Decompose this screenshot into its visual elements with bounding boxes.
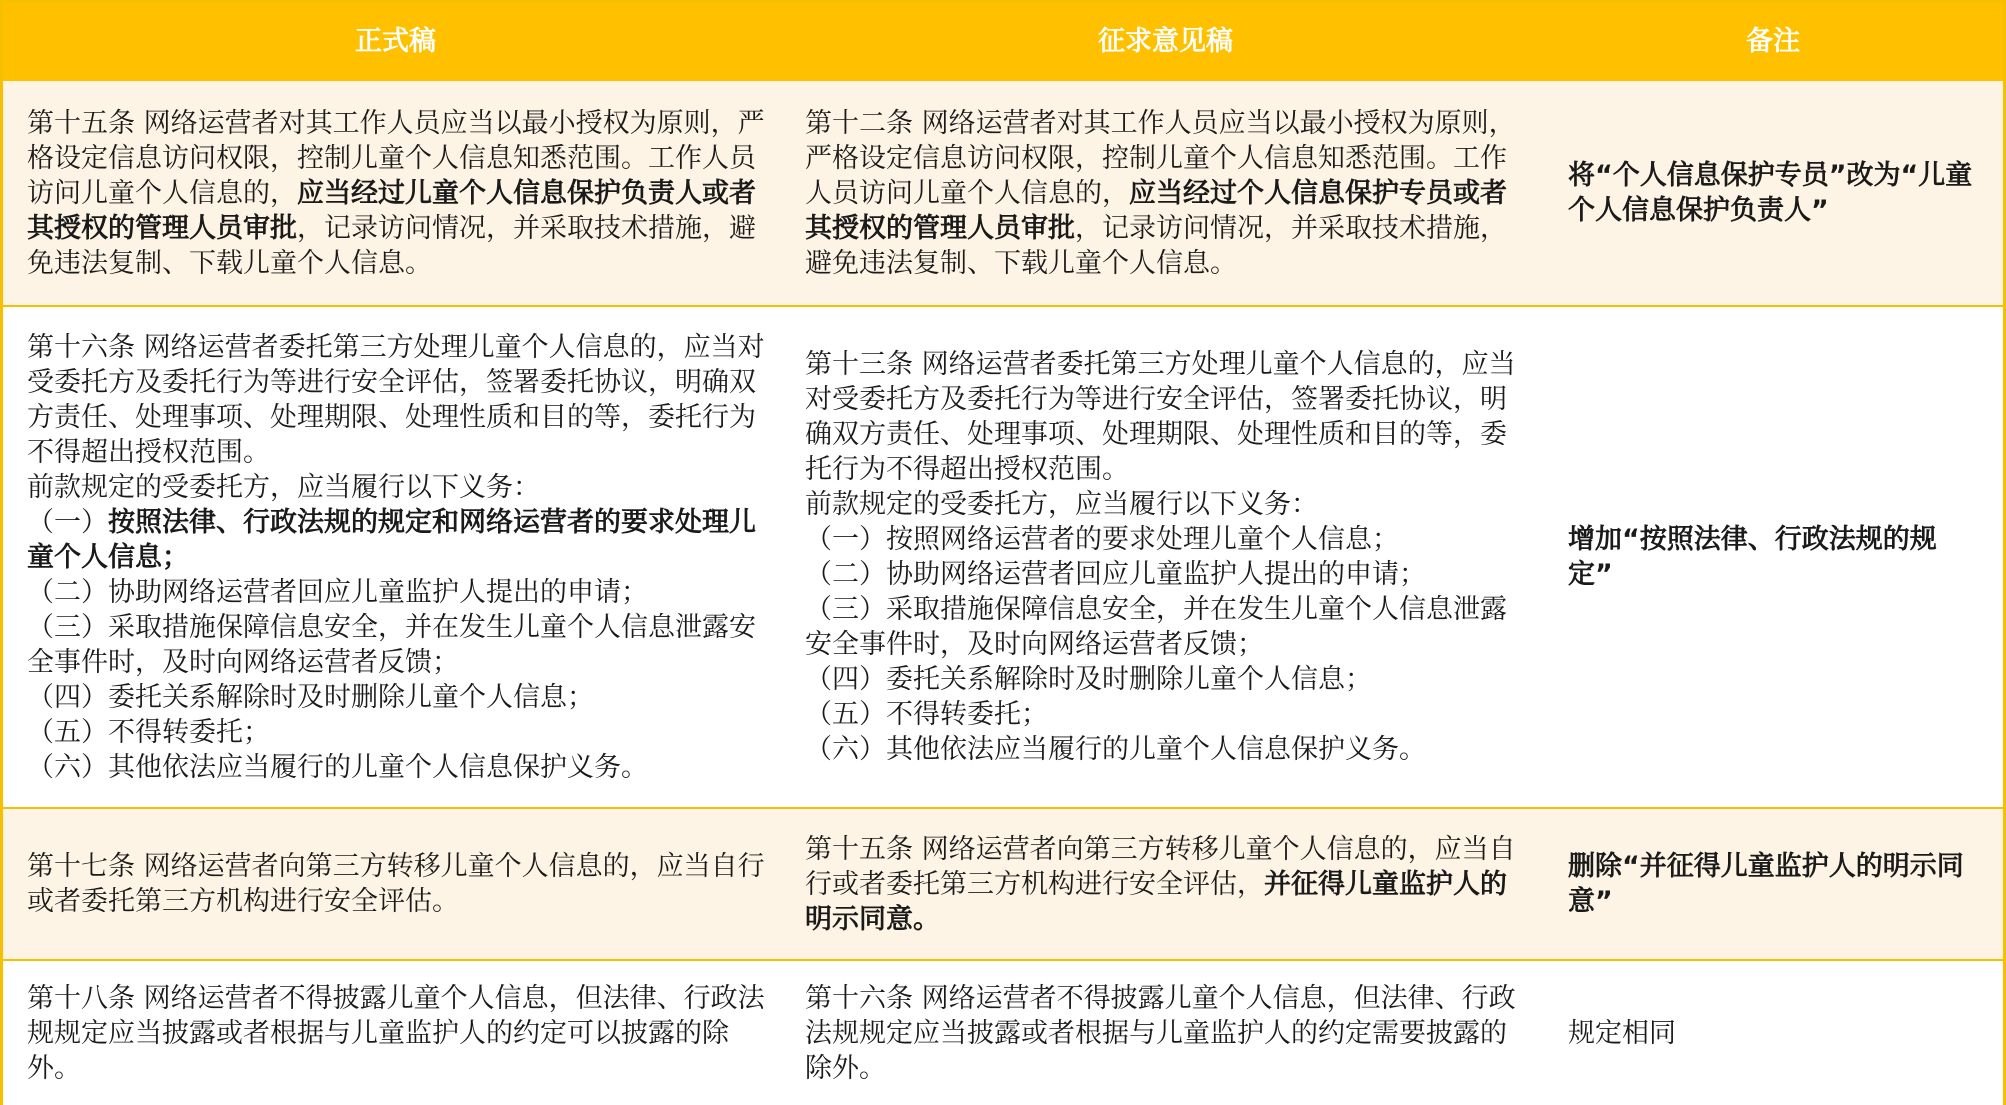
note-cell	[1568, 961, 1973, 1105]
official-text: （一）按照法律、行政法规的规定和网络运营者的要求处理儿童个人信息；	[27, 506, 756, 573]
official-text: （六）其他依法应当履行的儿童个人信息保护义务。	[27, 751, 648, 783]
header-note: 备注	[1746, 26, 1800, 57]
draft-text: （六）其他依法应当履行的儿童个人信息保护义务。	[805, 734, 1426, 765]
note-text: 删除“并征得儿童监护人的明示同意”	[1568, 851, 1964, 917]
header-draft: 征求意见稿	[1098, 26, 1233, 57]
official-cell	[27, 809, 767, 959]
draft-cell	[805, 307, 1517, 807]
note-cell	[1568, 307, 1973, 807]
official-text: 前款规定的受委托方，应当履行以下义务：	[27, 471, 540, 503]
draft-cell	[805, 961, 1517, 1105]
table-row	[3, 305, 2003, 807]
draft-text: （一）按照网络运营者的要求处理儿童个人信息；	[805, 524, 1399, 555]
official-cell	[27, 81, 767, 305]
note-text: 规定相同	[1568, 1017, 1676, 1049]
table-header	[3, 3, 2003, 81]
table-row	[3, 81, 2003, 305]
table-row	[3, 807, 2003, 959]
draft-text: （二）协助网络运营者回应儿童监护人提出的申请；	[805, 559, 1426, 590]
draft-text: 第十六条 网络运营者不得披露儿童个人信息，但法律、行政法规规定应当披露或者根据与儿童监护人的约定需要披露的除外。	[805, 982, 1516, 1084]
official-text: （四）委托关系解除时及时删除儿童个人信息；	[27, 681, 594, 713]
draft-text: 第十三条 网络运营者委托第三方处理儿童个人信息的，应当对受委托方及委托行为等进行安全评估，签署委托协议，明确双方责任、处理事项、处理期限、处理性质和目的等，委托行为不得超出授权范围。	[805, 349, 1516, 485]
official-text: （三）采取措施保障信息安全，并在发生儿童个人信息泄露安全事件时，及时向网络运营者反馈；	[27, 611, 756, 678]
header-official: 正式稿	[355, 26, 436, 57]
note-text: 增加“按照法律、行政法规的规定”	[1568, 524, 1937, 590]
official-cell	[27, 307, 767, 807]
official-text: 第十七条 网络运营者向第三方转移儿童个人信息的，应当自行或者委托第三方机构进行安全评估。	[27, 851, 765, 917]
note-text: 将“个人信息保护专员”改为“儿童个人信息保护负责人”	[1568, 160, 1973, 226]
table-row	[3, 959, 2003, 1105]
draft-text: 第十五条 网络运营者向第三方转移儿童个人信息的，应当自行或者委托第三方机构进行安全评估，并征得儿童监护人的明示同意。	[805, 833, 1516, 935]
note-cell	[1568, 809, 1973, 959]
draft-cell	[805, 809, 1517, 959]
official-text: （二）协助网络运营者回应儿童监护人提出的申请；	[27, 576, 648, 608]
official-text: 第十五条 网络运营者对其工作人员应当以最小授权为原则，严格设定信息访问权限，控制儿童个人信息知悉范围。工作人员访问儿童个人信息的，应当经过儿童个人信息保护负责人或者其授权的管理人员审批，记录访问情况，并采取技术措施，避免违法复制、下载儿童个人信息。	[27, 107, 765, 279]
draft-text: （四）委托关系解除时及时删除儿童个人信息；	[805, 664, 1372, 695]
draft-text: 前款规定的受委托方，应当履行以下义务：	[805, 489, 1318, 520]
official-text: 第十六条 网络运营者委托第三方处理儿童个人信息的，应当对受委托方及委托行为等进行安全评估，签署委托协议，明确双方责任、处理事项、处理期限、处理性质和目的等，委托行为不得超出授权范围。	[27, 331, 765, 468]
draft-text: （五）不得转委托；	[805, 699, 1048, 730]
draft-cell	[805, 81, 1517, 305]
draft-text: （三）采取措施保障信息安全，并在发生儿童个人信息泄露安全事件时，及时向网络运营者反馈；	[805, 594, 1507, 660]
draft-text: 第十二条 网络运营者对其工作人员应当以最小授权为原则，严格设定信息访问权限，控制儿童个人信息知悉范围。工作人员访问儿童个人信息的，应当经过个人信息保护专员或者其授权的管理人员审批，记录访问情况，并采取技术措施，避免违法复制、下载儿童个人信息。	[805, 107, 1516, 279]
official-cell	[27, 961, 767, 1105]
official-text: （五）不得转委托；	[27, 716, 270, 748]
official-text: 第十八条 网络运营者不得披露儿童个人信息，但法律、行政法规规定应当披露或者根据与儿童监护人的约定可以披露的除外。	[27, 982, 765, 1084]
note-cell	[1568, 81, 1973, 305]
